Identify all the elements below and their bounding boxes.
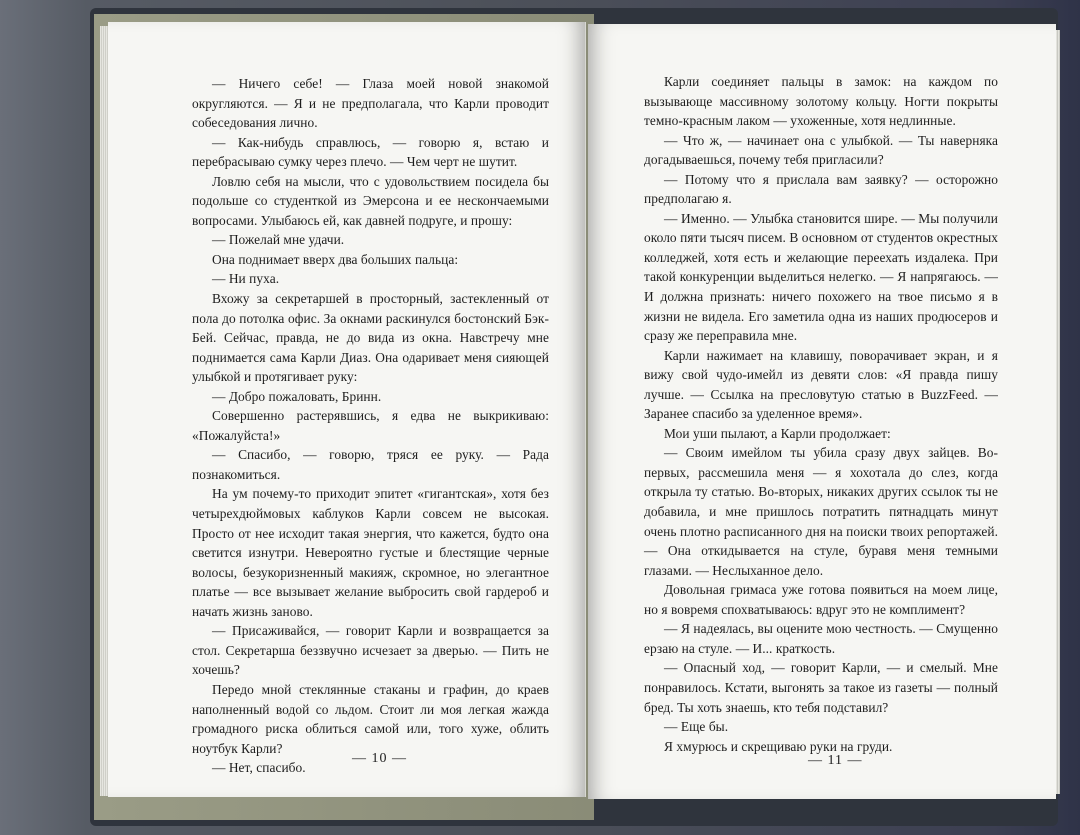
paragraph: — Ни пуха. (212, 271, 280, 287)
right-page (588, 24, 1056, 799)
paragraph: Карли нажимает на клавишу, поворачивает экран, и я вижу свой чудо-имейл из девяти слов: «Я правда пишу лучше. — Ссылка на пресловутую статью в BuzzFeed. — Заранее спасибо за уделенное время». (644, 347, 998, 422)
paragraph: — Присаживайся, — говорит Карли и возвращается за стол. Секретарша беззвучно исчезает за дверью. — Пить не хочешь? (192, 623, 549, 678)
paragraph: Довольная гримаса уже готова появиться на моем лице, но я вовремя спохватываюсь: вдруг это не комплимент? (644, 582, 998, 617)
left-page-text (192, 74, 549, 778)
paragraph: На ум почему-то приходит эпитет «гигантская», хотя без четырехдюймовых каблуков Карли совсем не высокая. Просто от нее исходит такая энергия, что кажется, будто она светится изнутри. Невероятно густые и блестящие черные волосы, безукоризненный макияж, скромное, но элегантное платье — все вызывает желание выбросить свой гардероб и начать жизнь заново. (192, 486, 549, 619)
paragraph: Ловлю себя на мысли, что с удовольствием посидела бы подольше со студенткой из Эмерсона и ее нескончаемыми вопросами. Улыбаюсь ей, как давней подруге, и прошу: (192, 173, 549, 228)
paragraph: — Еще бы. (664, 719, 729, 735)
paragraph: Совершенно растерявшись, я едва не выкрикиваю: «Пожалуйста!» (192, 408, 549, 443)
paragraph: — Своим имейлом ты убила сразу двух зайцев. Во-первых, рассмешила меня — я хохотала до слез, когда открыла ту статью. Во-вторых, никаких других ссылок ты не добавила, и мне пришлось потратить пятнадцать минут очень плотно расписанного дня на поиски твоих репортажей. — Она откидывается на стуле, буравя меня темными глазами. — Неслыханное дело. (644, 445, 998, 578)
paragraph: — Потому что я прислала вам заявку? — осторожно предполагаю я. (644, 171, 998, 207)
paragraph: — Ничего себе! — Глаза моей новой знакомой округляются. — Я и не предполагала, что Карли проводит собеседования лично. (192, 76, 549, 131)
paragraph: Она поднимает вверх два больших пальца: (212, 251, 459, 267)
left-page (108, 22, 586, 797)
paragraph: — Нет, спасибо. (212, 760, 306, 776)
paragraph: Мои уши пылают, а Карли продолжает: (664, 425, 891, 441)
paragraph: Вхожу за секретаршей в просторный, застекленный от пола до потолка офис. За окнами раскинулся бостонский Бэк-Бей. Сейчас, правда, не до вида из окна. Навстречу мне поднимается сама Карли Диаз. Она одаривает меня сияющей улыбкой и протягивает руку: (192, 291, 549, 385)
page-number: — 11 — (808, 753, 863, 768)
paragraph: — Добро пожаловать, Бринн. (212, 388, 382, 404)
paragraph: Карли соединяет пальцы в замок: на каждом по вызывающе массивному золотому кольцу. Ногти покрыты темно-красным лаком — ухоженные, хотя недлинные. (644, 74, 998, 129)
paragraph: — Что ж, — начинает она с улыбкой. — Ты наверняка догадываешься, почему тебя пригласили? (644, 132, 998, 168)
paragraph: — Спасибо, — говорю, тряся ее руку. — Рада познакомиться. (192, 447, 549, 482)
paragraph: — Опасный ход, — говорит Карли, — и смелый. Мне понравилось. Кстати, выгонять за такое из газеты — полный бред. Ты хоть знаешь, кто тебя подставил? (644, 660, 998, 715)
paragraph: — Именно. — Улыбка становится шире. — Мы получили около пяти тысяч писем. В основном от студентов окрестных колледжей, хотя есть и желающие переехать издалека. При такой конкуренции выделиться нелегко. — Я напрягаюсь. — И должна признать: ничего похожего на твое письмо я в жизни не видела. Его заметила одна из наших продюсеров и сразу же переправила мне. (644, 210, 998, 344)
paragraph: — Пожелай мне удачи. (212, 232, 345, 248)
page-number: — 10 — (352, 751, 407, 766)
right-page-text (644, 72, 998, 756)
paragraph: Передо мной стеклянные стаканы и графин, до краев наполненный водой со льдом. Стоит ли моя легкая жажда громадного риска облиться самой или, того хуже, облить ноутбук Карли? (192, 681, 549, 756)
paragraph: — Как-нибудь справлюсь, — говорю я, встаю и перебрасываю сумку через плечо. — Чем черт не шутит. (192, 134, 549, 170)
paragraph: — Я надеялась, вы оцените мою честность. — Смущенно ерзаю на стуле. — И... краткость. (644, 621, 998, 656)
paragraph: Я хмурюсь и скрещиваю руки на груди. (664, 738, 893, 754)
